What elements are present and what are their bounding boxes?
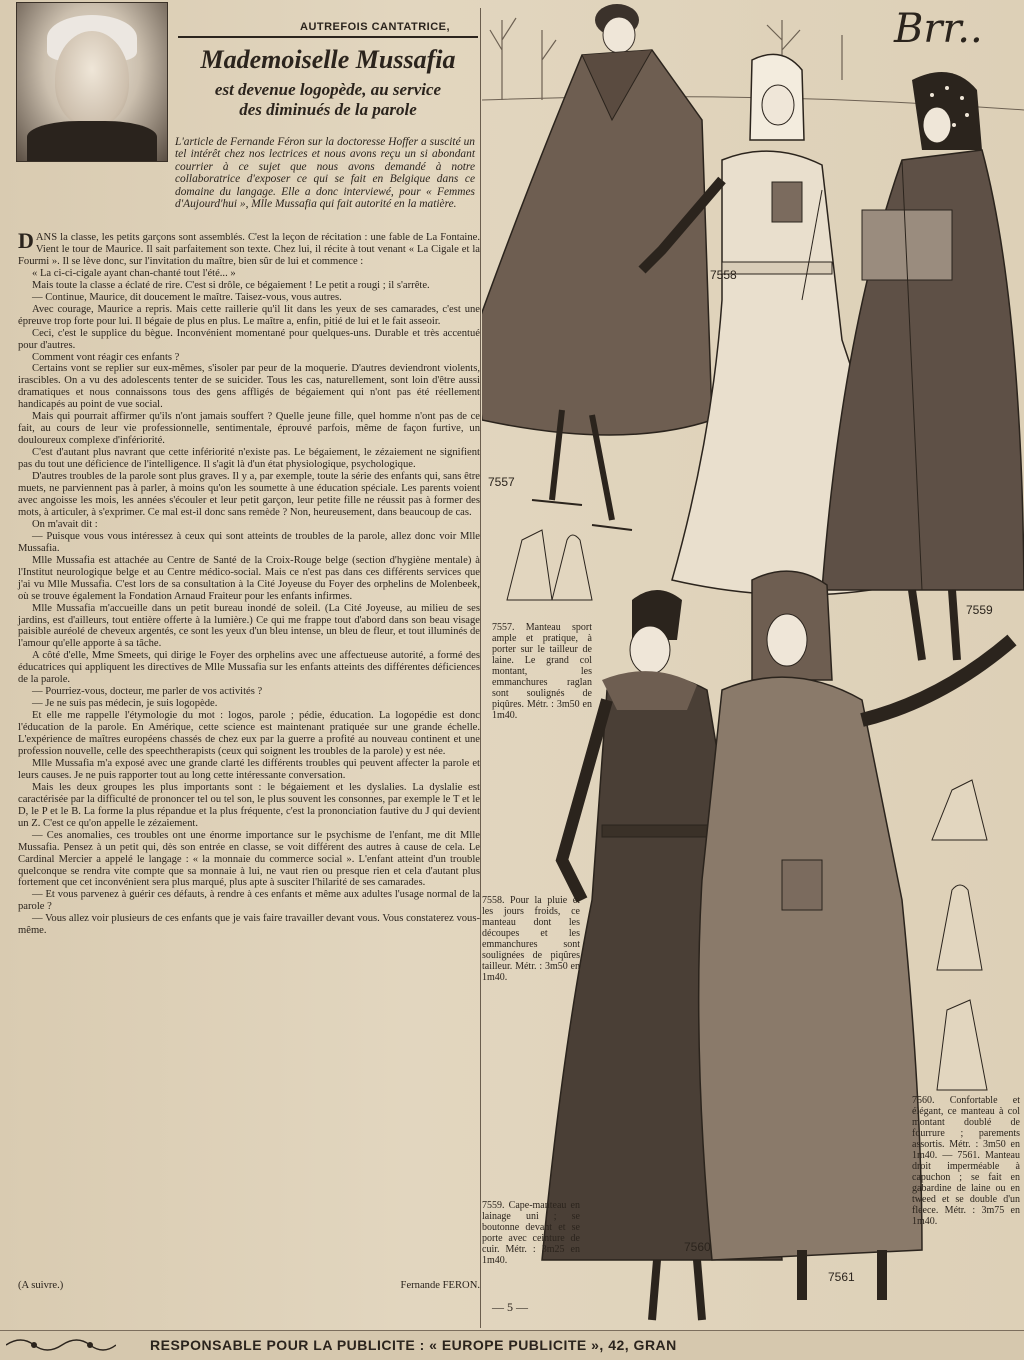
caption-7560-7561: 7560. Confortable et élégant, ce manteau à col montant doublé de fourrure ; parements assortis. Métr. : 3m50 en 1m40. — 7561. Manteau droit imperméable à capuchon ; se fait en gabardine de laine ou en tweed et se double d'un fleece. Métr. : 3m75 en 1m40. (912, 1095, 1020, 1227)
article-paragraph: D'autres troubles de la parole sont plus graves. Il y a, par exemple, toute la série des enfants qui, sans être muets, ne parviennent pas à parler, à moins qu'on les soumette à une éducation spéciale. Les parents voient avec angoisse les mois, les années s'écouler et leur petit garçon, leur petite fille ne réussit pas à former des mots, à articuler, à s'exprimer. Ce mal est-il donc sans remède ? Non, heureusement, dans beaucoup de cas. (18, 471, 480, 518)
article-paragraph: Mlle Mussafia m'a exposé avec une grande clarté les différents troubles qui peuvent affecter la parole et leurs causes. Je ne puis rapporter tout au long cette intéressante conversation. (18, 757, 480, 781)
caption-7559: 7559. Cape-manteau en lainage uni ; se boutonne devant et se porte avec ceinture de cuir. Métr. : 3m25 en 1m40. (482, 1200, 580, 1266)
article-intro: L'article de Fernande Féron sur la doctoresse Hoffer a suscité un tel intérêt chez nos lectrices et nous avons reçu un si abondant courrier à ce sujet que nous avons demandé à notre collaboratrice d'exposer ce qui se fait en Belgique dans ce domaine du langage. Elle a donc interviewé, pour « Femmes d'Aujourd'hui », Mlle Mussafia qui fait autorité en la matière. (175, 136, 475, 211)
figure-7557 (482, 4, 712, 530)
subtitle-line: est devenue logopède, au service (214, 80, 442, 99)
article-paragraph: Mais qui pourrait affirmer qu'ils n'ont jamais souffert ? Quelle jeune fille, quel homme n'ont pas de ce fait, au cours de leur vie professionnelle, sentimentale, éprouvé parfois, même de façon furtive, un douloureux complexe d'infériorité. (18, 411, 480, 447)
page-footer (0, 1330, 1024, 1360)
article-paragraph: — Je ne suis pas médecin, je suis logopède. (32, 698, 218, 710)
article-column (10, 0, 480, 1330)
article-subtitle (178, 80, 478, 120)
article-author: Fernande FERON. (400, 1280, 480, 1291)
column-divider (480, 8, 481, 1328)
article-paragraph: Mlle Mussafia m'accueille dans un petit bureau inondé de soleil. (La Cité Joyeuse, au milieu de ses jardins, est d'ailleurs, tout entière offerte à la lumière.) Ce qui me frappe tout d'abord dans son beau visage paisible auréolé de cheveux argentés, ce sont les yeux d'un bleu intense, un bleu de fleur, et tout illuminés de l'amour qu'elle apporte à sa tâche. (18, 602, 480, 650)
article-paragraph: — Ces anomalies, ces troubles ont une énorme importance sur le psychisme de l'enfant, me dit Mlle Mussafia. Pensez à un petit qui, dès son entrée en classe, se voit différent des autres à cause de cela. Le Cardinal Mercier a appelé le langage : « la monnaie du commerce social ». L'enfant atteint d'un trouble quelconque se rendra vite compte que sa monnaie à lui, ne vaut rien ou presque rien et cela d'autant plus fortement que cet inconvénient sera plus marqué, plus apte à susciter l'hilarité de ses camarades. (18, 829, 480, 889)
article-title: Mademoiselle Mussafia (200, 45, 456, 74)
figure-7559 (822, 72, 1024, 660)
model-number-7557: 7557 (488, 475, 515, 489)
article-body (18, 228, 480, 937)
footer-publicity-line: RESPONSABLE POUR LA PUBLICITE : « EUROPE PUBLICITE », 42, GRAN (150, 1337, 677, 1353)
article-paragraph: — Continue, Maurice, dit doucement le maître. Taisez-vous, vous autres. (32, 291, 342, 303)
article-paragraph: Ceci, c'est le supplice du bègue. Inconvénient momentané pour quelques-uns. Durable et très accentué pour d'autres. (18, 327, 480, 351)
to-be-continued: (A suivre.) (18, 1280, 64, 1291)
article-paragraph: On m'avait dit : (32, 518, 98, 530)
model-number-7558: 7558 (710, 268, 737, 282)
article-paragraph: C'est d'autant plus navrant que cette infériorité n'existe pas. Le bégaiement, le zézaiement ne signifient pas du tout une déficience de l'intelligence. Il s'agit là d'un état physiologique, psychologique. (18, 447, 480, 471)
subtitle-line: des diminués de la parole (239, 100, 417, 119)
article-paragraph: — Vous allez voir plusieurs de ces enfants que je vais faire travailler devant vous. Vous constaterez vous-même. (18, 913, 480, 937)
portrait-face (55, 31, 129, 127)
article-paragraph: Mlle Mussafia est attachée au Centre de Santé de la Croix-Rouge belge (section d'hygiène mentale) à l'Institut neurologique belge et au Centre médico-social. Mais ce n'est pas dans ces différents services que j'ai vu Mlle Mussafia. C'est lors de sa consultation à la Cité Joyeuse du Foyer des orphelins de Molenbeek, où se trouve également la Fondation Arnaud Fraiteur pour les enfants infirmes. (18, 554, 480, 602)
fashion-heading: Brr.. (894, 6, 983, 52)
article-paragraph: — Pourriez-vous, docteur, me parler de vos activités ? (32, 686, 263, 698)
article-paragraph: Avec courage, Maurice a repris. Mais cette raillerie qu'il lit dans les yeux de ses camarades, c'est une épreuve trop forte pour lui. Il bégaie de plus en plus. Le maître a, enfin, pitié de lui et le fait asseoir. (18, 303, 480, 327)
article-paragraph: Certains vont se replier sur eux-mêmes, s'isoler par peur de la moquerie. D'autres deviendront violents, irascibles. On a vu des adolescents tenter de se suicider. Tous les cas, naturellement, sont loin d'être aussi dramatiques et nous connaissons tous des gens affligés de bégaiement qui n'ont pas été réellement handicapés au point de vue social. (18, 363, 480, 411)
kicker-rule (178, 36, 478, 38)
portrait-coat (27, 121, 157, 161)
flat-sketches-7557-7558 (507, 530, 592, 600)
caption-7558: 7558. Pour la pluie et les jours froids, ce manteau dont les découpes et les emmanchures sont soulignées de piqûres tailleur. Métr. : 3m50 en 1m40. (482, 895, 580, 983)
page-number: — 5 — (492, 1300, 528, 1314)
article-paragraph: Et elle me rappelle l'étymologie du mot : logos, parole ; pédie, éducation. La logopédie est donc l'éducation de la parole. En Amérique, cette science est maintenant pratiquée sur une grande échelle. L'expérience de maîtres européens chassés de chez eux par la guerre a profité au nouveau continent et une profession nouvelle, celle des speechtherapists (ceux qui soignent les troubles de la parole) y est née. (18, 710, 480, 757)
article-kicker: AUTREFOIS CANTATRICE, (300, 21, 451, 33)
floral-ornament-icon (6, 1335, 116, 1355)
article-paragraph: Mais les deux groupes les plus importants sont : le bégaiement et les dyslalies. La dyslalie est caractérisée par la difficulté de prononcer tel ou tel son, le plus souvent les consonnes, par exemple le T et le D, le P et le B. La forme la plus répandue et la plus fréquente, c'est la prononciation fautive du J qui devient un Z. C'est ce qu'on appelle le zézaiement. (18, 781, 480, 829)
model-number-7559: 7559 (966, 603, 993, 617)
article-paragraph: Mais toute la classe a éclaté de rire. C'est si drôle, ce bégaiement ! Le petit a rougi ; il s'arrête. (32, 279, 430, 291)
article-paragraph: Comment vont réagir ces enfants ? (32, 351, 180, 363)
article-paragraph: A côté d'elle, Mme Smeets, qui dirige le Foyer des orphelins avec une affectueuse autorité, a formé des éducatrices qui appliquent les directives de Mlle Mussafia sur les enfants atteints des différentes déficiences de la parole. (18, 650, 480, 686)
article-paragraph: « La ci-ci-cigale ayant chan-chanté tout l'été... » (32, 267, 236, 279)
model-number-7561: 7561 (828, 1270, 855, 1284)
model-number-7560: 7560 (684, 1240, 711, 1254)
article-paragraph: — Et vous parvenez à guérir ces défauts, à rendre à ces enfants et même aux adultes l'usage normal de la parole ? (18, 889, 480, 913)
drop-cap: D (18, 228, 34, 253)
fashion-illustration-panel (482, 0, 1024, 1330)
caption-7557: 7557. Manteau sport ample et pratique, à porter sur le tailleur de laine. Le grand col montant, les emmanchures raglan sont soulignés de piqûres. Métr. : 3m50 en 1m40. (492, 622, 592, 721)
article-signoff (18, 1280, 480, 1291)
portrait-photo (16, 2, 168, 162)
article-paragraph: DANS la classe, les petits garçons sont assemblés. C'est la leçon de récitation : une fable de La Fontaine. Vient le tour de Maurice. Il sait parfaitement son texte. Chez lui, il récite à tout venant « La Cigale et la Fourmi ». Il se lève donc, sur l'invitation du maître, bien sûr de lui et commence : (18, 228, 480, 267)
article-paragraph: — Puisque vous vous intéressez à ceux qui sont atteints de troubles de la parole, allez donc voir Mlle Mussafia. (18, 530, 480, 554)
flat-sketches-7559-7561 (932, 780, 987, 1090)
